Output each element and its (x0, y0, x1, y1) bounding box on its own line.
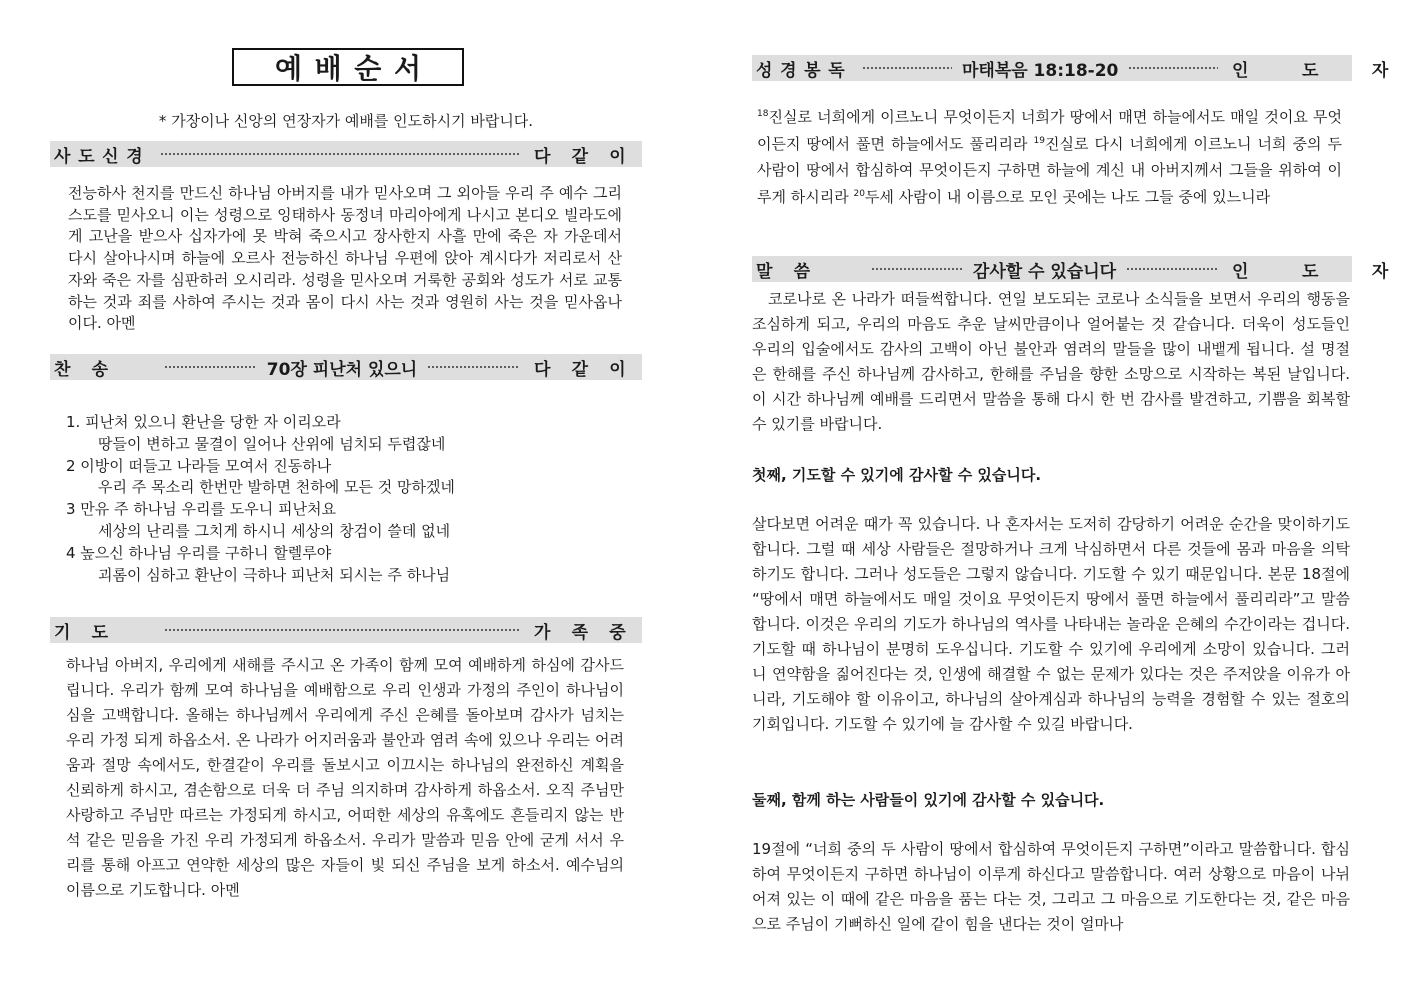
scripture-text (757, 104, 1342, 210)
hymn-verse-line: 2 이방이 떠들고 나라들 모여서 진동하나 (66, 456, 332, 475)
sermon-intro: 코로나로 온 나라가 떠들썩합니다. 연일 보도되는 코로나 소식들을 보면서 우리의 행동을 조심하게 되고, 우리의 마음도 추운 날씨만큼이나 얼어붙는 것 같습니다. 더욱이 성도들인 우리의 입술에서도 감사의 고백이 아닌 불안과 염려의 말들을 많이 내뱉게 됩니다. 설 명절은 한해를 주신 하나님께 감사하고, 한해를 주님을 향한 소망으로 시작하는 복된 날입니다. 이 시간 하나님께 예배를 드리면서 말씀을 통해 다시 한 번 감사를 발견하고, 기쁨을 회복할 수 있기를 바랍니다. (752, 290, 1350, 433)
leader-dots (871, 268, 963, 270)
hymn-verse-line: 세상의 난리를 그치게 하시니 세상의 창검이 쓸데 없네 (98, 521, 451, 540)
leader-dots (427, 366, 520, 368)
sermon-label: 말 씀 (756, 261, 818, 282)
hymn-verse-line: 괴롬이 심하고 환난이 극하나 피난처 되시는 주 하나님 (98, 565, 451, 584)
hymn-label: 찬 송 (54, 359, 116, 380)
sermon-point-1-title: 첫째, 기도할 수 있기에 감사할 수 있습니다. (752, 466, 1042, 484)
prayer-label: 기 도 (54, 622, 116, 643)
hymn-header (50, 354, 642, 380)
reading-leader: 인 도 자 (1232, 60, 1412, 81)
worship-order-title: 예배순서 (232, 48, 464, 86)
leader-dots (160, 153, 520, 155)
hymn-verse-line: 4 높으신 하나님 우리를 구하니 할렐루야 (66, 543, 332, 562)
verse-number: 20 (853, 188, 865, 199)
reading-label: 성경봉독 (756, 60, 853, 81)
verse-number: 19 (1033, 135, 1045, 146)
prayer-leader: 가 족 중 (534, 622, 634, 643)
leader-dots (1128, 67, 1218, 69)
sermon-point-1-text: 살다보면 어려운 때가 꼭 있습니다. 나 혼자서는 도저히 감당하기 어려운 순간을 맞이하기도 합니다. 그럴 때 세상 사람들은 절망하거나 크게 낙심하면서 다른 것들에 몸과 마음을 의탁하기도 합니다. 그러나 성도들은 그렇지 않습니다. 기도할 수 있기 때문입니다. 본문 18절에 “땅에서 매면 하늘에서도 매일 것이요 무엇이든지 땅에서 풀면 하늘에서 풀리리라”고 말씀합니다. 이것은 우리의 기도가 하나님의 역사를 나타내는 놀라운 은혜의 수간이라는 겁니다. 기도할 때 하나님이 분명히 도우십니다. 기도할 수 있기에 우리에게 소망이 있습니다. 그러니 연약함을 짊어진다는 것, 인생에 해결할 수 없는 문제가 있다는 것은 주저앉을 이유가 아니라, 기도해야 할 이유이고, 하나님의 살아계심과 하나님의 능력을 경험할 수 있는 절호의 기회입니다. 기도할 수 있기에 늘 감사할 수 있길 바랍니다. (752, 515, 1350, 733)
hymn-lyrics (66, 412, 455, 586)
leader-dots (164, 629, 520, 631)
leader-note: * 가장이나 신앙의 연장자가 예배를 인도하시기 바랍니다. (158, 112, 534, 130)
creed-header (50, 141, 642, 167)
prayer-header (50, 617, 642, 643)
creed-leader: 다 같 이 (534, 146, 634, 167)
reading-reference: 마태복음 18:18-20 (961, 60, 1119, 81)
hymn-verse-line: 우리 주 목소리 한번만 발하면 천하에 모든 것 망하겠네 (98, 478, 455, 497)
hymn-verse-line: 1. 피난처 있으니 환난을 당한 자 이리오라 (66, 413, 341, 431)
creed-label: 사도신경 (54, 146, 151, 167)
reading-header (752, 55, 1412, 81)
hymn-verse-line: 3 만유 주 하나님 우리를 도우니 피난처요 (66, 500, 336, 519)
verse-text: 진실로 너희에게 이르노니 무엇이든지 너희가 땅에서 매면 하늘에서도 매일 것이요 무엇이든지 땅에서 풀면 하늘에서도 풀리리라 (757, 108, 1342, 153)
hymn-leader: 다 같 이 (534, 359, 634, 380)
leader-dots (1126, 268, 1218, 270)
sermon-point-2-title: 둘째, 함께 하는 사람들이 있기에 감사할 수 있습니다. (752, 791, 1105, 809)
hymn-title: 70장 피난처 있으니 (266, 359, 418, 380)
prayer-text: 하나님 아버지, 우리에게 새해를 주시고 온 가족이 함께 모여 예배하게 하심에 감사드립니다. 우리가 함께 모여 하나님을 예배함으로 우리 인생과 가정의 주인이 하나님이심을 고백합니다. 올해는 하나님께서 우리에게 주신 은혜를 돌아보며 감사가 넘치는 우리 가정 되게 하옵소서. 온 나라가 어지러움과 불안과 염려 속에 있으나 우리는 어려움과 절망 속에서도, 한결같이 우리를 돌보시고 이끄시는 하나님의 완전하신 계획을 신뢰하게 하시고, 겸손함으로 더욱 더 주님 의지하며 감사하게 하옵소서. 오직 주님만 사랑하고 주님만 따르는 가정되게 하시고, 어떠한 세상의 유혹에도 흔들리지 않는 반석 같은 믿음을 가진 우리 가정되게 하옵소서. 우리가 말씀과 믿음 안에 굳게 서서 우리를 통해 아프고 연약한 세상의 많은 자들이 빛 되신 주님을 보게 하소서. 예수님의 이름으로 기도합니다. 아멘 (66, 656, 624, 899)
leader-dots (164, 366, 257, 368)
creed-text: 전능하사 천지를 만드신 하나님 아버지를 내가 믿사오며 그 외아들 우리 주 예수 그리스도를 믿사오니 이는 성령으로 잉태하사 동정녀 마리아에게 나시고 본디오 빌라도에게 고난을 받으사 십자가에 못 박혀 죽으시고 장사한지 사흘 만에 죽은 자 가운데서 다시 살아나시며 하늘에 오르사 전능하신 하나님 우편에 앉아 계시다가 저리로서 산 자와 죽은 자를 심판하러 오시리라. 성령을 믿사오며 거룩한 공회와 성도가 서로 교통하는 것과 죄를 사하여 주시는 것과 몸이 다시 사는 것과 영원히 사는 것을 믿사옵나이다. 아멘 (68, 184, 622, 333)
verse-number: 18 (757, 109, 769, 119)
sermon-header (752, 256, 1412, 282)
sermon-leader: 인 도 자 (1232, 261, 1412, 282)
hymn-verse-line: 땅들이 변하고 물결이 일어나 산위에 넘치되 두렵잖네 (98, 434, 446, 453)
sermon-title: 감사할 수 있습니다 (972, 261, 1117, 282)
sermon-point-2-text: 19절에 “너희 중의 두 사람이 땅에서 합심하여 무엇이든지 구하면”이라고 말씀합니다. 합심하여 무엇이든지 구하면 하나님이 이루게 하신다고 말씀합니다. 여러 상황으로 마음이 나뉘어져 있는 이 때에 같은 마음을 품는 다는 것, 그리고 그 마음으로 기도한다는 것, 같은 마음으로 주님이 기뻐하신 일에 같이 힘을 낸다는 것이 얼마나 (752, 840, 1350, 933)
verse-text: 진실로 다시 너희에게 이르노니 너희 중의 두 사람이 땅에서 합심하여 무엇이든지 구하면 하늘에 계신 내 아버지께서 그들을 위하여 이루게 하시리라 (757, 134, 1342, 206)
leader-dots (862, 67, 952, 69)
verse-text: 두세 사람이 내 이름으로 모인 곳에는 나도 그들 중에 있느니라 (864, 187, 1271, 206)
